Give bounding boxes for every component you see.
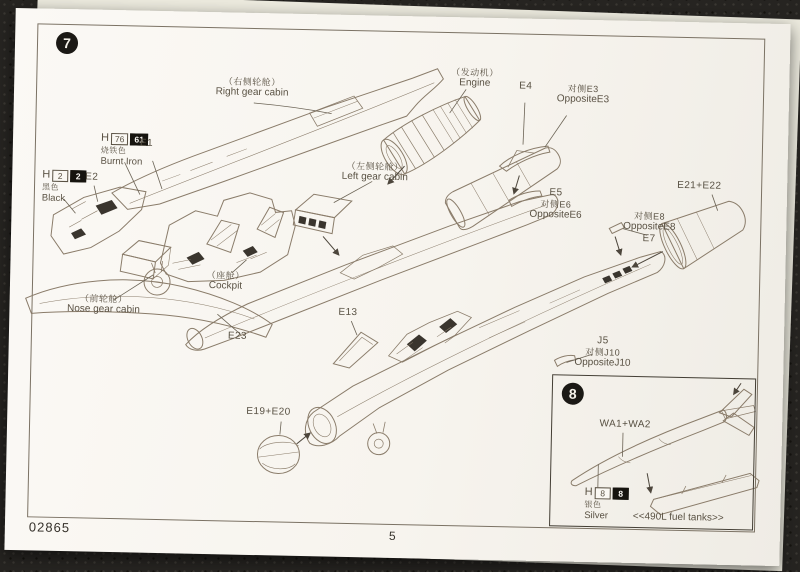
label-opposite-e8-e7 [603, 210, 696, 245]
label-opposite-e8-en: OppositeE8 [623, 221, 676, 234]
label-engine-zh: （发动机） [451, 67, 499, 79]
step-7-badge: 7 [56, 32, 78, 54]
paint-name-en: Burnt Iron [100, 155, 143, 168]
label-opposite-j10-zh: 对侧J10 [585, 346, 621, 358]
paint-aqueous-number: 2 [52, 169, 68, 181]
label-right-gear-cabin-zh: （右侧轮舱） [223, 76, 281, 88]
label-opposite-e6-zh: 对侧E6 [540, 198, 572, 210]
part-label-e21-e22: E21+E22 [677, 179, 722, 192]
label-opposite-j10-en: OppositeJ10 [574, 356, 631, 369]
part-label-e2: E2 [85, 171, 99, 183]
label-opposite-e3 [542, 83, 624, 107]
label-opposite-e3-en: OppositeE3 [556, 93, 610, 106]
part-label-e7: E7 [642, 232, 656, 245]
label-left-gear-cabin [307, 160, 442, 185]
label-opposite-e8-zh: 对侧E8 [633, 210, 666, 222]
instruction-page [4, 8, 790, 566]
label-nose-gear-cabin-en: Nose gear cabin [66, 303, 140, 316]
paint-name-en: Silver [584, 509, 609, 522]
label-j5-opposite-j10 [557, 334, 648, 369]
paint-aqueous-number: 8 [595, 487, 611, 499]
paint-brand-letter: H [100, 131, 110, 144]
step-8-badge: 8 [562, 382, 584, 404]
label-e5-opposite-e6 [511, 186, 600, 221]
label-cockpit-zh: （座舱） [206, 270, 245, 281]
paint-name-zh: 烧铁色 [100, 145, 127, 156]
paint-name-en: Black [41, 192, 66, 204]
part-label-wa1-wa2: WA1+WA2 [599, 418, 651, 431]
kit-number: 02865 [28, 519, 71, 536]
part-label-e23: E23 [227, 330, 248, 342]
paint-callout-black [42, 169, 87, 205]
paint-brand-letter: H [584, 485, 593, 499]
label-right-gear-cabin [177, 75, 327, 100]
paint-name-zh: 银色 [584, 500, 602, 510]
label-nose-gear-cabin-zh: （前轮舱） [79, 293, 128, 305]
label-nose-gear-cabin [37, 292, 169, 317]
label-cockpit-en: Cockpit [208, 280, 243, 293]
part-label-e1: E1 [139, 137, 154, 149]
page-number: 5 [388, 528, 396, 544]
label-opposite-e3-zh: 对侧E3 [567, 83, 599, 95]
label-left-gear-cabin-zh: （左侧轮舱） [346, 160, 404, 173]
part-label-e13: E13 [338, 306, 358, 319]
label-left-gear-cabin-en: Left gear cabin [341, 171, 408, 184]
label-right-gear-cabin-en: Right gear cabin [215, 86, 289, 100]
paint-codes-silver [585, 486, 629, 500]
part-label-e5: E5 [549, 187, 563, 199]
paint-brand-letter: H [42, 168, 51, 181]
paint-codes-black [42, 169, 86, 183]
step-8-inset-box [549, 374, 756, 530]
paint-mrcolor-number: 2 [70, 170, 86, 182]
paint-aqueous-number: 76 [111, 133, 129, 145]
paint-name-zh: 黑色 [41, 182, 60, 193]
part-label-e4: E4 [519, 80, 533, 92]
label-opposite-e6-en: OppositeE6 [529, 208, 582, 221]
part-label-e19-e20: E19+E20 [246, 405, 291, 418]
paint-mrcolor-number: 8 [613, 487, 629, 499]
label-cockpit [178, 269, 273, 293]
paint-mrcolor-number: 61 [130, 133, 148, 145]
label-engine-en: Engine [459, 77, 491, 90]
part-label-j5: J5 [597, 335, 609, 347]
caption-fuel-tanks: <<490L fuel tanks>> [632, 510, 724, 524]
